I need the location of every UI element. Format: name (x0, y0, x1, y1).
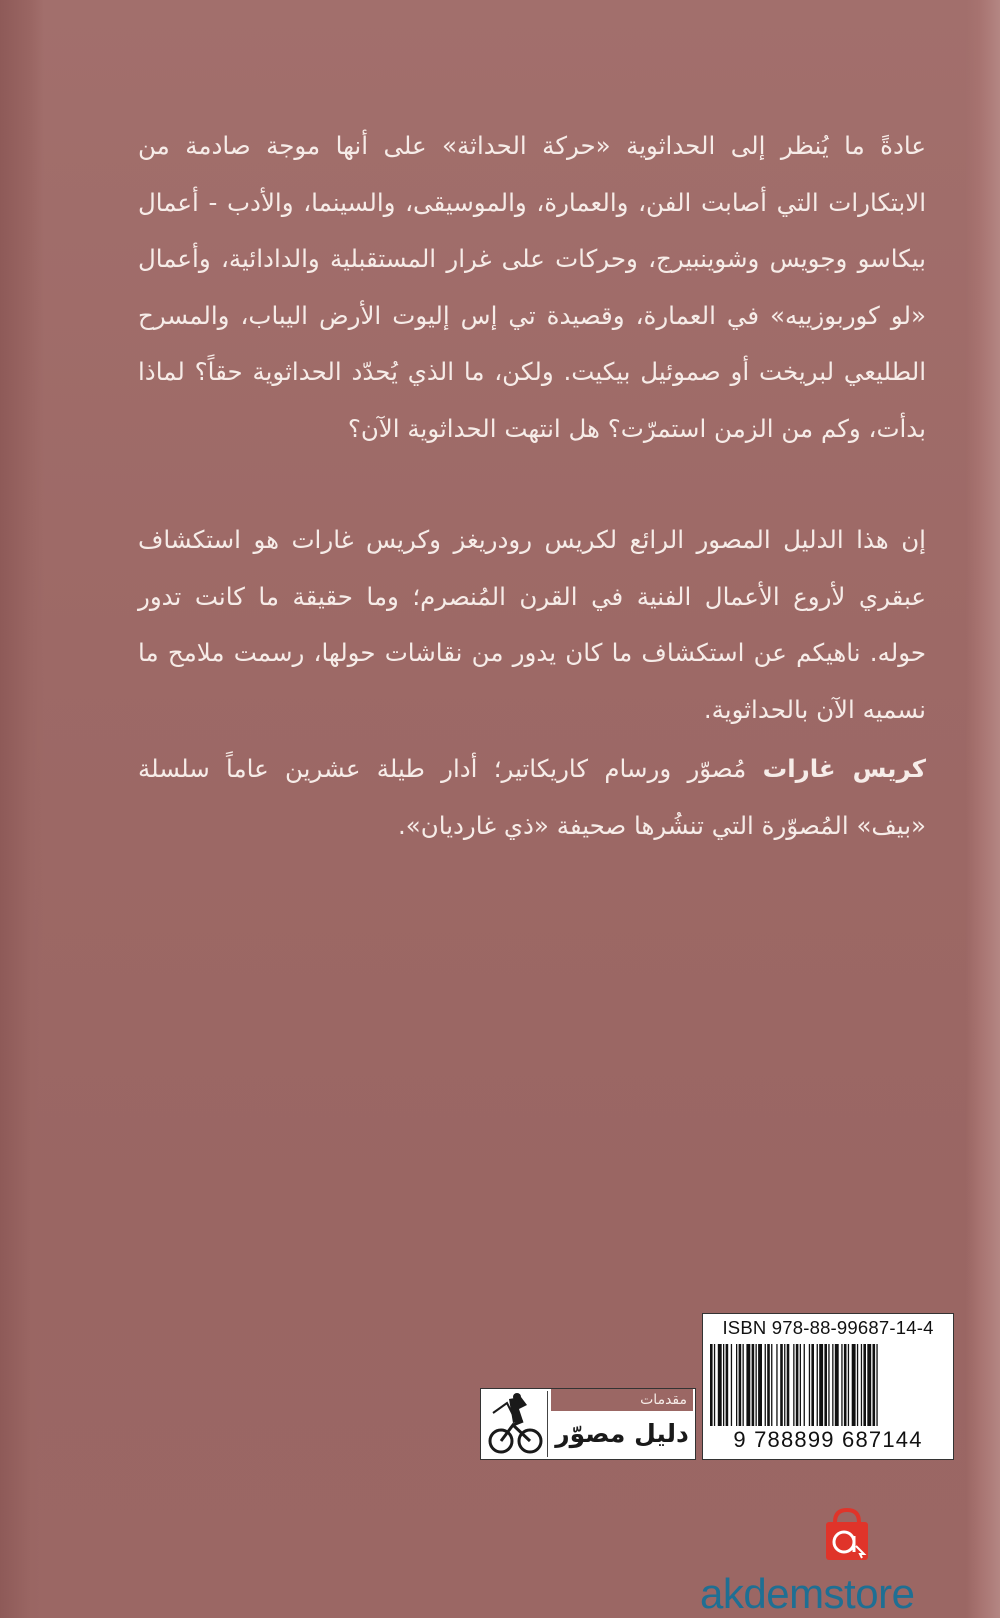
barcode-bar (824, 1344, 827, 1426)
barcode-bar (857, 1344, 858, 1426)
barcode-bar (804, 1344, 805, 1426)
barcode-bar (852, 1344, 856, 1426)
barcode-bar (817, 1344, 818, 1426)
barcode-bar (848, 1344, 849, 1426)
barcode-bar (739, 1344, 742, 1426)
barcode-bar (743, 1344, 744, 1426)
barcode-digits: 9 788899 687144 (733, 1427, 923, 1452)
barcode-bars (710, 1344, 946, 1426)
barcode-bar (776, 1344, 777, 1426)
barcode-bar (723, 1344, 724, 1426)
barcode-bar (867, 1344, 871, 1426)
barcode-bar (796, 1344, 799, 1426)
shopping-bag-icon (818, 1506, 876, 1564)
barcode-bar (746, 1344, 750, 1426)
barcode-bar (832, 1344, 833, 1426)
barcode-bar (784, 1344, 785, 1426)
barcode-bar (861, 1344, 862, 1426)
store-watermark: akdemstore (700, 1570, 915, 1617)
barcode-bar (841, 1344, 842, 1426)
barcode-bar (873, 1344, 876, 1426)
isbn-label: ISBN 978-88-99687-14-4 (722, 1317, 934, 1338)
isbn-barcode (702, 1313, 954, 1460)
series-logo-cyclist-icon (483, 1391, 548, 1457)
author-bio-paragraph (138, 741, 926, 854)
barcode-bar (767, 1344, 770, 1426)
barcode-bar (718, 1344, 722, 1426)
cover-left-edge (0, 0, 44, 1618)
barcode-bar (714, 1344, 715, 1426)
series-name: دليل مصوّر (555, 1419, 689, 1448)
barcode-bar (844, 1344, 847, 1426)
barcode-bar (863, 1344, 866, 1426)
barcode-bar (787, 1344, 790, 1426)
barcode-bar (726, 1344, 729, 1426)
barcode-bar (710, 1344, 713, 1426)
barcode-bar (780, 1344, 783, 1426)
barcode-bar (758, 1344, 762, 1426)
cover-right-edge (966, 0, 1000, 1618)
barcode-bar (876, 1344, 877, 1426)
barcode-bar (752, 1344, 755, 1426)
barcode-bar (736, 1344, 737, 1426)
blurb-paragraph-2: إن هذا الدليل المصور الرائع لكريس رودريغز وكريس غارات هو استكشاف عبقري لأروع الأعمال الفنية في القرن المُنصرم؛ وما حقيقة ما كانت تدور حوله. ناهيكم عن استكشاف ما كان يدور من نقاشات حولها، رسمت ملامح ما نسميه الآن بالحداثوية. (138, 525, 926, 724)
barcode-bar (819, 1344, 823, 1426)
barcode-bar (765, 1344, 766, 1426)
barcode-bar (809, 1344, 810, 1426)
barcode-bar (800, 1344, 801, 1426)
author-name: كريس غارات (762, 754, 926, 783)
author-bio: مُصوّر ورسام كاريكاتير؛ أدار طيلة عشرين عاماً سلسلة «بيف» المُصوّرة التي تنشُرها صحيفة «ذي غارديان». (138, 754, 926, 840)
barcode-bar (771, 1344, 772, 1426)
barcode-bar (835, 1344, 839, 1426)
barcode-bar (828, 1344, 829, 1426)
barcode-bar (731, 1344, 732, 1426)
blurb-paragraph-1: عادةً ما يُنظر إلى الحداثوية «حركة الحداثة» على أنها موجة صادمة من الابتكارات التي أصابت الفن، والعمارة، والموسيقى، والسينما، والأدب - أعمال بيكاسو وجويس وشوينبيرج، وحركات على غرار المستقبلية والدادائية، وأعمال «لو كوربوزييه» في العمارة، وقصيدة تي إس إليوت الأرض اليباب، والمسرح الطليعي لبريخت أو صموئيل بيكيت. ولكن، ما الذي يُحدّد الحداثوية حقاً؟ لماذا بدأت، وكم من الزمن استمرّت؟ هل انتهت الحداثوية الآن؟ (138, 131, 926, 443)
barcode-bar (756, 1344, 757, 1426)
series-label: مقدمات (551, 1389, 693, 1411)
barcode-bar (811, 1344, 814, 1426)
barcode-bar (793, 1344, 794, 1426)
series-badge (480, 1388, 696, 1460)
